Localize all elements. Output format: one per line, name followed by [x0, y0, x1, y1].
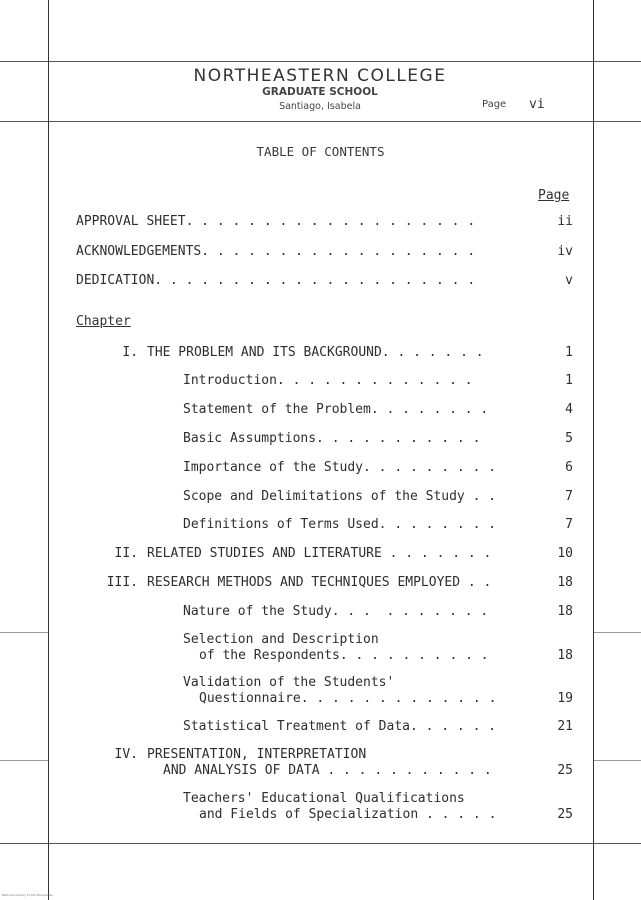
- chapter-numeral-1: I.: [122, 345, 138, 360]
- right-tick-1: [594, 632, 641, 633]
- library-footer-note: National Library of the Philippines: [2, 893, 53, 897]
- section-page-nature: 18: [557, 604, 573, 619]
- section-page-validation: 19: [557, 691, 573, 706]
- page-column-heading: Page: [538, 188, 570, 203]
- right-margin-line: [593, 0, 594, 900]
- section-page-introduction: 1: [565, 373, 573, 388]
- chapter-page-1: 1: [565, 345, 573, 360]
- chapter-title-3: RESEARCH METHODS AND TECHNIQUES EMPLOYED . .: [147, 575, 492, 590]
- toc-entry-approval: APPROVAL SHEET. . . . . . . . . . . . . . . . . . .: [76, 214, 476, 229]
- school-location: Santiago, Isabela: [279, 101, 361, 112]
- section-page-scope: 7: [565, 489, 573, 504]
- toc-page-acknowledgements: iv: [557, 244, 573, 259]
- page-number: vi: [529, 97, 545, 112]
- left-tick-1: [0, 632, 48, 633]
- section-definitions: Definitions of Terms Used. . . . . . . .: [183, 517, 497, 532]
- header-rule: [0, 121, 641, 122]
- chapter-title-1: THE PROBLEM AND ITS BACKGROUND. . . . . . .: [147, 345, 484, 360]
- section-page-definitions: 7: [565, 517, 573, 532]
- chapter-numeral-3: III.: [106, 575, 138, 590]
- page-label: Page: [482, 99, 507, 110]
- chapter-heading: Chapter: [76, 314, 131, 329]
- right-tick-2: [594, 760, 641, 761]
- section-page-statistical: 21: [557, 719, 573, 734]
- section-importance: Importance of the Study. . . . . . . . .: [183, 460, 497, 475]
- section-teachers-line1: Teachers' Educational Qualifications: [183, 791, 465, 806]
- section-assumptions: Basic Assumptions. . . . . . . . . . .: [183, 431, 481, 446]
- section-page-selection: 18: [557, 648, 573, 663]
- section-page-assumptions: 5: [565, 431, 573, 446]
- left-tick-2: [0, 760, 48, 761]
- toc-page-dedication: v: [565, 273, 573, 288]
- chapter-numeral-4: IV.: [114, 747, 138, 762]
- college-name: NORTHEASTERN COLLEGE: [193, 66, 447, 86]
- section-scope: Scope and Delimitations of the Study . .: [183, 489, 497, 504]
- chapter-numeral-2: II.: [114, 546, 138, 561]
- school-name: GRADUATE SCHOOL: [262, 86, 378, 98]
- section-page-importance: 6: [565, 460, 573, 475]
- top-rule: [0, 61, 641, 62]
- toc-page-approval: ii: [557, 214, 573, 229]
- section-validation-line1: Validation of the Students': [183, 675, 395, 690]
- bottom-rule: [0, 843, 641, 844]
- chapter-page-2: 10: [557, 546, 573, 561]
- left-margin-line: [48, 0, 49, 900]
- chapter-title-4-line2: AND ANALYSIS OF DATA . . . . . . . . . . .: [163, 763, 492, 778]
- toc-title: TABLE OF CONTENTS: [256, 144, 385, 159]
- section-page-statement: 4: [565, 402, 573, 417]
- section-selection-line1: Selection and Description: [183, 632, 379, 647]
- section-selection-line2: of the Respondents. . . . . . . . . .: [199, 648, 489, 663]
- chapter-title-4-line1: PRESENTATION, INTERPRETATION: [147, 747, 367, 762]
- chapter-page-4: 25: [557, 763, 573, 778]
- toc-entry-dedication: DEDICATION. . . . . . . . . . . . . . . . . . . . .: [76, 273, 476, 288]
- section-teachers-line2: and Fields of Specialization . . . . .: [199, 807, 497, 822]
- section-statement: Statement of the Problem. . . . . . . .: [183, 402, 489, 417]
- toc-entry-acknowledgements: ACKNOWLEDGEMENTS. . . . . . . . . . . . . . . . . .: [76, 244, 476, 259]
- chapter-title-2: RELATED STUDIES AND LITERATURE . . . . . . .: [147, 546, 492, 561]
- section-statistical: Statistical Treatment of Data. . . . . .: [183, 719, 497, 734]
- section-nature: Nature of the Study. . . . . . . . . .: [183, 604, 489, 619]
- chapter-page-3: 18: [557, 575, 573, 590]
- section-validation-line2: Questionnaire. . . . . . . . . . . . .: [199, 691, 497, 706]
- section-page-teachers: 25: [557, 807, 573, 822]
- section-introduction: Introduction. . . . . . . . . . . . .: [183, 373, 473, 388]
